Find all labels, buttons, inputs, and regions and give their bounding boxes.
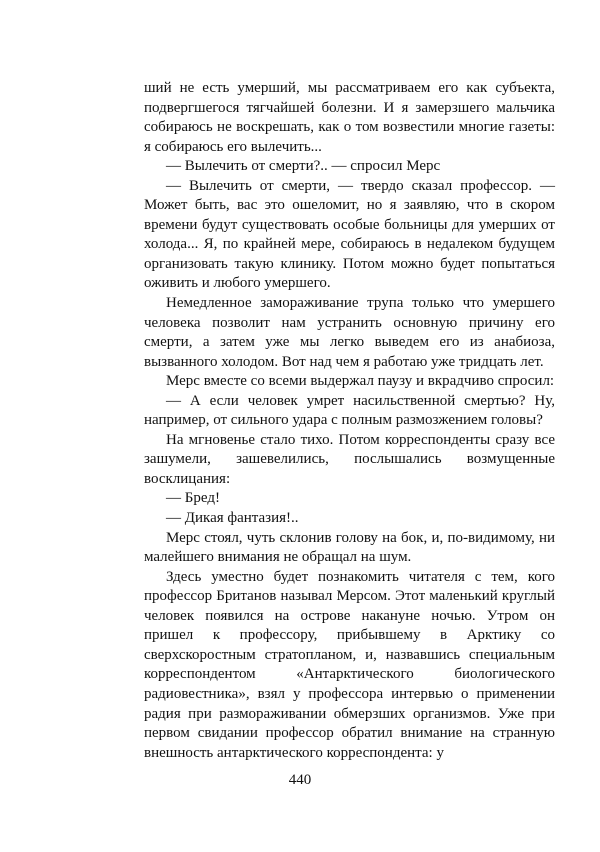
paragraph: — Вылечить от смерти, — твердо сказал профессор. — Может быть, вас это ошеломит, но я заявляю, что в скором времени будут существовать особые больницы для умерших от холода... Я, по крайней мере, собираюсь в недалеком будущем организовать такую клинику. Потом можно будет попытаться оживить и любого умершего. [144,177,555,292]
paragraph: — Бред! [166,490,220,507]
paragraph: Здесь уместно будет познакомить читателя с тем, кого профессор Британов называл Мерсом. Этот маленький круглый человек появился на острове накануне ночью. Утром он пришел к профессору, прибывшему в Арктику со сверхскоростным стратопланом, и, назвавшись специальным корреспондентом «Антарктического биологического радиовестника», взял у профессора интервью о применении радия при размораживании обмерзших организмов. Уже при первом свидании профессор обратил внимание на странную внешность антарктического корреспондента: у [144,568,555,761]
paragraph: На мгновенье стало тихо. Потом корреспонденты сразу все зашумели, зашевелились, послышались возмущенные восклицания: [144,431,555,487]
paragraph: Мерс стоял, чуть склонив голову на бок, и, по-видимому, ни малейшего внимания не обращал на шум. [144,529,555,566]
paragraph: — Вылечить от смерти?.. — спросил Мерс [166,158,441,175]
body-text [144,79,555,763]
paragraph: Немедленное замораживание трупа только что умершего человека позволит нам устранить основную причину его смерти, а затем уже мы легко выведем его из анабиоза, вызванного холодом. Вот над чем я работаю уже тридцать лет. [144,295,555,370]
paragraph: — А если человек умрет насильственной смертью? Ну, например, от сильного удара с полным размозжением головы? [144,392,555,429]
paragraph: Мерс вместе со всеми выдержал паузу и вкрадчиво спросил: [166,373,555,390]
paragraph: ший не есть умерший, мы рассматриваем его как субъекта, подвергшегося тягчайшей болезни. И я замерзшего мальчика собираюсь не воскрешать, как о том возвестили многие газеты: я собираюсь его вылечить... [144,80,555,155]
paragraph: — Дикая фантазия!.. [166,510,299,527]
page-number: 440 [288,772,312,788]
